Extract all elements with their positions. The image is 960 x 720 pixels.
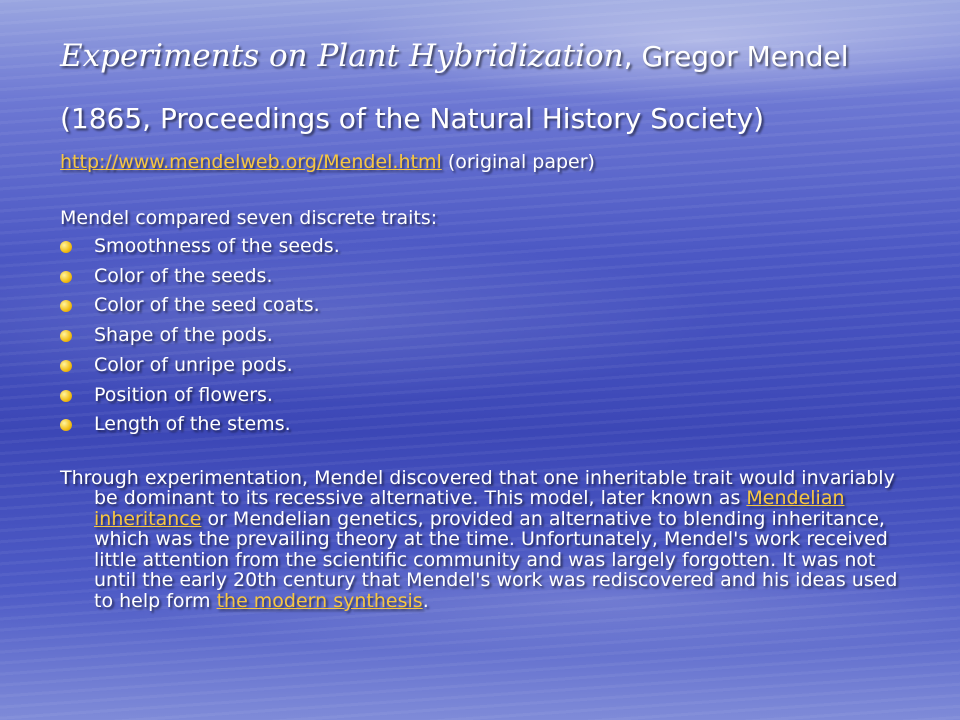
paragraph-text-3: . bbox=[422, 589, 429, 612]
bullet-icon bbox=[60, 241, 72, 253]
source-link[interactable]: http://www.mendelweb.org/Mendel.html bbox=[60, 151, 442, 173]
bullet-icon bbox=[60, 419, 72, 431]
bullet-icon bbox=[60, 390, 72, 402]
paragraph-text-1: Through experimentation, Mendel discovered that one inheritable trait would invariably be dominant to its recessive alternative. This model, later known as bbox=[60, 466, 895, 510]
trait-label: Color of the seeds. bbox=[94, 264, 273, 287]
list-item bbox=[60, 262, 920, 292]
list-item bbox=[60, 291, 920, 321]
slide-body bbox=[60, 148, 920, 611]
trait-label: Color of the seed coats. bbox=[94, 294, 320, 317]
bullet-icon bbox=[60, 360, 72, 372]
list-item bbox=[60, 232, 920, 262]
title-author: , Gregor Mendel bbox=[623, 40, 849, 73]
traits-list bbox=[60, 232, 920, 440]
bullet-icon bbox=[60, 300, 72, 312]
trait-label: Smoothness of the seeds. bbox=[94, 235, 340, 257]
slide-title bbox=[60, 38, 849, 74]
source-line bbox=[60, 148, 920, 176]
trait-label: Length of the stems. bbox=[94, 413, 291, 436]
source-note: (original paper) bbox=[447, 151, 595, 173]
list-item bbox=[60, 410, 920, 440]
modern-synthesis-link[interactable]: the modern synthesis bbox=[216, 589, 423, 612]
bullet-icon bbox=[60, 330, 72, 342]
title-italic: Experiments on Plant Hybridization bbox=[60, 38, 624, 74]
trait-label: Position of flowers. bbox=[94, 383, 273, 406]
trait-label: Color of unripe pods. bbox=[94, 353, 293, 376]
trait-label: Shape of the pods. bbox=[94, 324, 273, 347]
list-item bbox=[60, 381, 920, 411]
paragraph-text-2: or Mendelian genetics, provided an alternative to blending inheritance, which was the prevailing theory at the time. Unfortunately, Mendel's work received little attention from the scientific community and was largely forgotten. It was not until the early 20th century that Mendel's work was rediscovered and his ideas used to help form bbox=[94, 507, 898, 612]
list-item bbox=[60, 321, 920, 351]
summary-paragraph bbox=[60, 468, 920, 612]
traits-intro: Mendel compared seven discrete traits: bbox=[60, 207, 438, 229]
slide-subtitle: (1865, Proceedings of the Natural History Society) bbox=[60, 102, 765, 135]
list-item bbox=[60, 351, 920, 381]
mendelian-inheritance-link[interactable]: Mendelian inheritance bbox=[94, 487, 845, 530]
bullet-icon bbox=[60, 271, 72, 283]
